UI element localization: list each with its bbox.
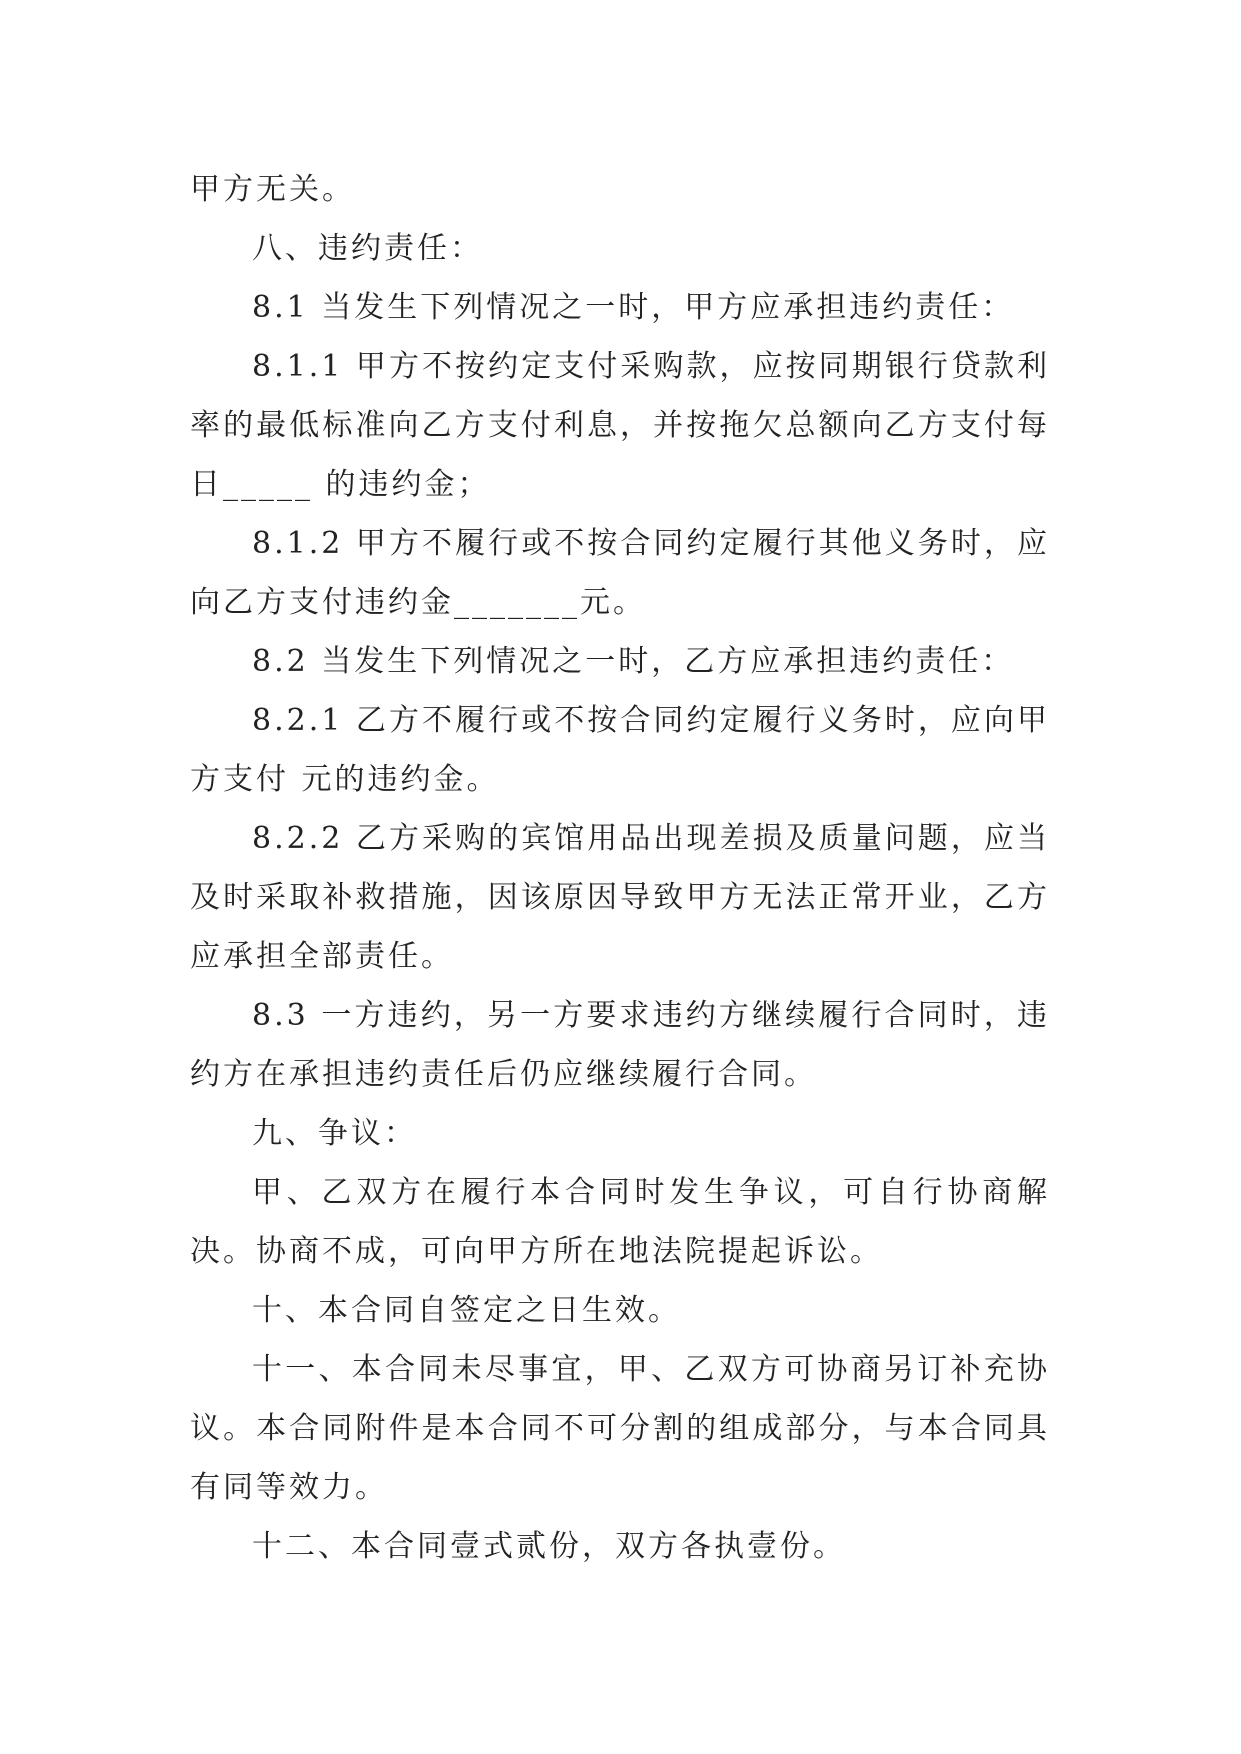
clause-8-2: 8.2 当发生下列情况之一时，乙方应承担违约责任： bbox=[252, 644, 1015, 679]
contract-body bbox=[190, 160, 1050, 1576]
section-eleven-supplementary: 十一、本合同未尽事宜，甲、乙双方可协商另订补充协议。本合同附件是本合同不可分割的组成部分，与本合同具有同等效力。 bbox=[190, 1352, 1050, 1505]
clause-8-3: 8.3 一方违约，另一方要求违约方继续履行合同时，违约方在承担违约责任后仍应继续履行合同。 bbox=[190, 998, 1050, 1092]
paragraph-continuation: 甲方无关。 bbox=[190, 172, 355, 207]
clause-8-1-1: 8.1.1 甲方不按约定支付采购款，应按同期银行贷款利率的最低标准向乙方支付利息，并按拖欠总额向乙方支付每日_____ 的违约金； bbox=[190, 349, 1050, 502]
section-heading-dispute: 九、争议： bbox=[252, 1116, 417, 1151]
dispute-clause: 甲、乙双方在履行本合同时发生争议，可自行协商解决。协商不成，可向甲方所在地法院提起诉讼。 bbox=[190, 1175, 1050, 1269]
section-twelve-copies: 十二、本合同壹式贰份，双方各执壹份。 bbox=[252, 1529, 846, 1564]
clause-8-2-2: 8.2.2 乙方采购的宾馆用品出现差损及质量问题，应当及时采取补救措施，因该原因导致甲方无法正常开业，乙方应承担全部责任。 bbox=[190, 821, 1050, 974]
section-ten-effective-date: 十、本合同自签定之日生效。 bbox=[252, 1293, 681, 1328]
clause-8-1: 8.1 当发生下列情况之一时，甲方应承担违约责任： bbox=[252, 290, 1015, 325]
clause-8-1-2: 8.1.2 甲方不履行或不按合同约定履行其他义务时，应向乙方支付违约金_______元。 bbox=[190, 526, 1050, 620]
section-heading-breach-liability: 八、违约责任： bbox=[252, 231, 483, 266]
clause-8-2-1: 8.2.1 乙方不履行或不按合同约定履行义务时，应向甲方支付 元的违约金。 bbox=[190, 703, 1050, 797]
